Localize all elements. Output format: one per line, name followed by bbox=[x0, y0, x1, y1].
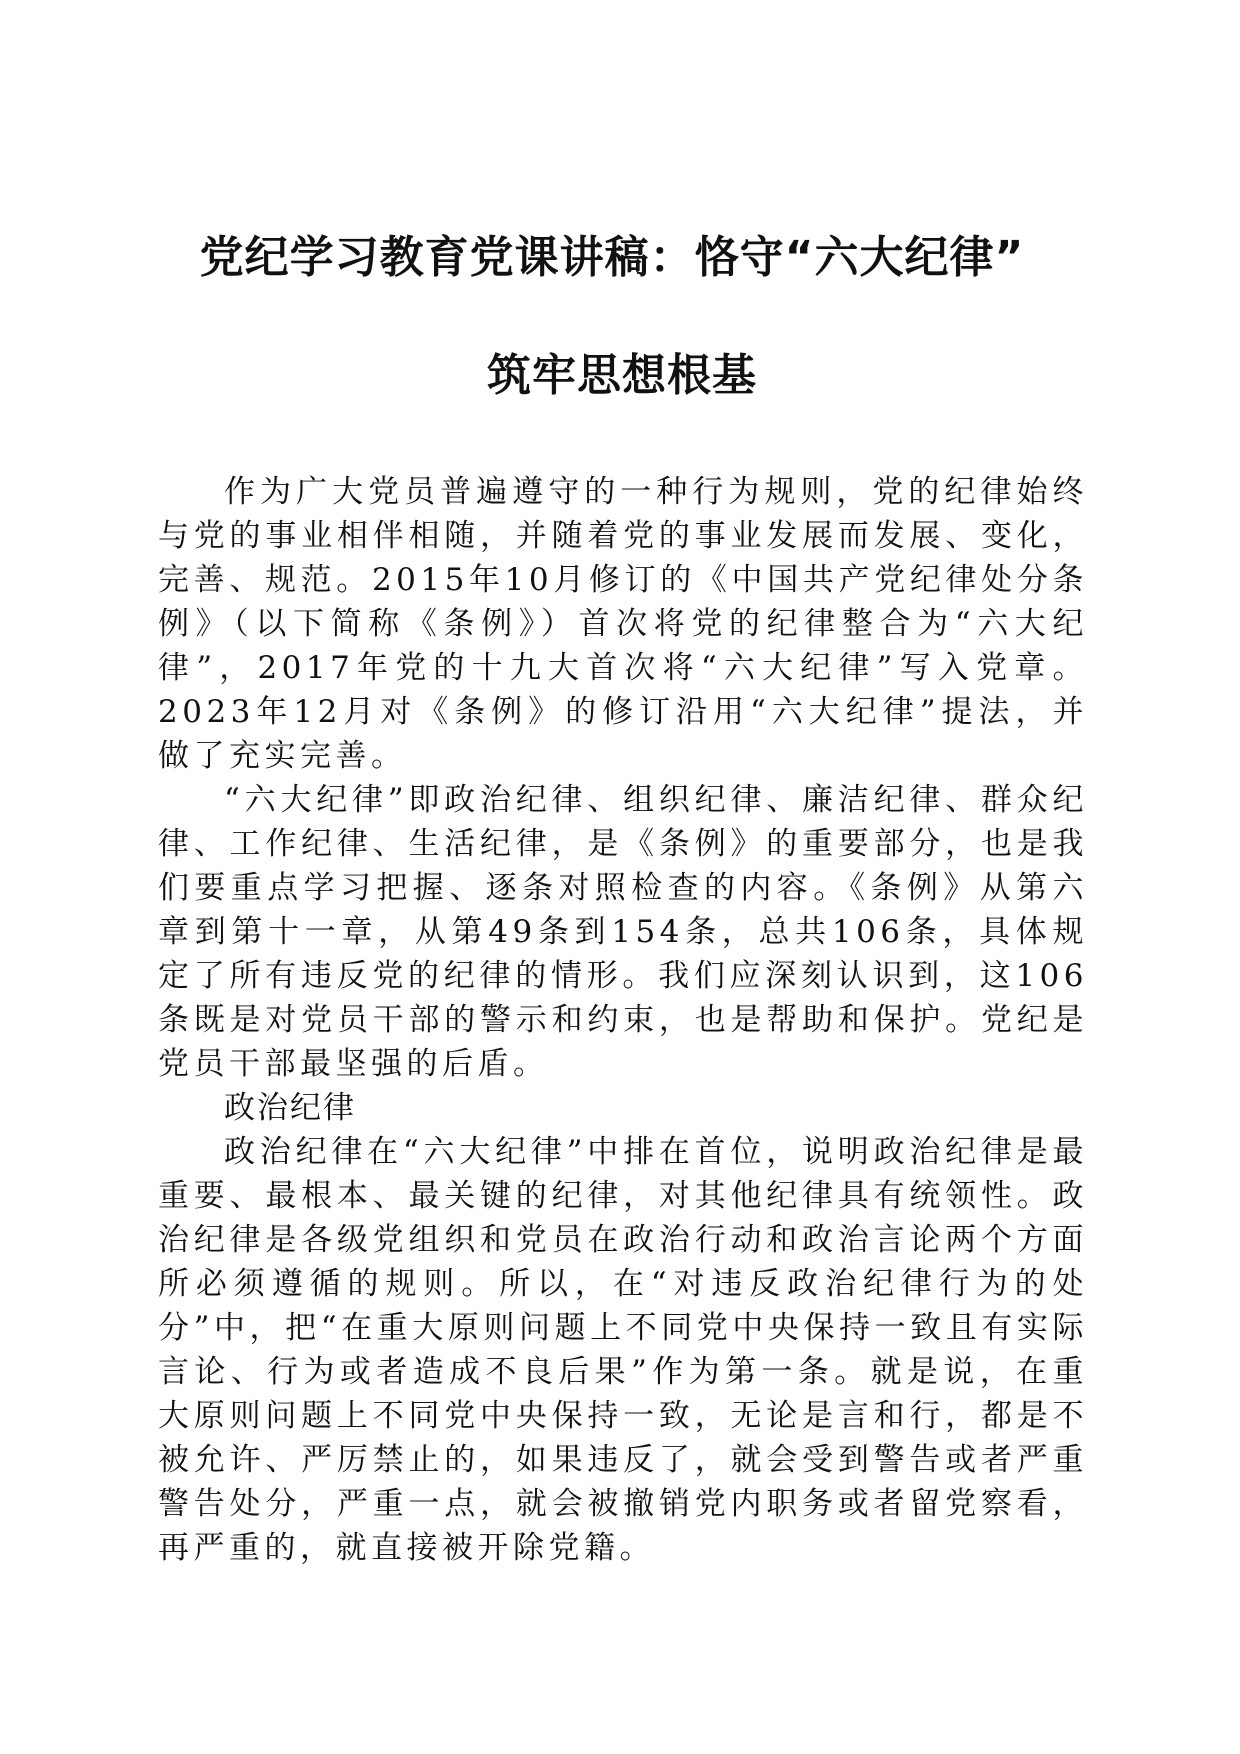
body-text bbox=[158, 470, 1088, 1570]
title-line-1: 党纪学习教育党课讲稿：恪守“六大纪律” bbox=[199, 232, 1025, 283]
title-line-2: 筑牢思想根基 bbox=[487, 350, 757, 401]
section-heading-political-discipline: 政治纪律 bbox=[224, 1090, 356, 1126]
paragraph-intro: 作为广大党员普遍遵守的一种行为规则，党的纪律始终与党的事业相伴相随，并随着党的事业发展而发展、变化，完善、规范。2015年10月修订的《中国共产党纪律处分条例》（以下简称《条例》）首次将党的纪律整合为“六大纪律”，2017年党的十九大首次将“六大纪律”写入党章。2023年12月对《条例》的修订沿用“六大纪律”提法，并做了充实完善。 bbox=[158, 474, 1088, 774]
paragraph-political-discipline: 政治纪律在“六大纪律”中排在首位，说明政治纪律是最重要、最根本、最关键的纪律，对其他纪律具有统领性。政治纪律是各级党组织和党员在政治行动和政治言论两个方面所必须遵循的规则。所以，在“对违反政治纪律行为的处分”中，把“在重大原则问题上不同党中央保持一致且有实际言论、行为或者造成不良后果”作为第一条。就是说，在重大原则问题上不同党中央保持一致，无论是言和行，都是不被允许、严厉禁止的，如果违反了，就会受到警告或者严重警告处分，严重一点，就会被撤销党内职务或者留党察看，再严重的，就直接被开除党籍。 bbox=[158, 1134, 1088, 1566]
paragraph-six-disciplines: “六大纪律”即政治纪律、组织纪律、廉洁纪律、群众纪律、工作纪律、生活纪律，是《条例》的重要部分，也是我们要重点学习把握、逐条对照检查的内容。《条例》从第六章到第十一章，从第49条到154条，总共106条，具体规定了所有违反党的纪律的情形。我们应深刻认识到，这106条既是对党员干部的警示和约束，也是帮助和保护。党纪是党员干部最坚强的后盾。 bbox=[158, 782, 1088, 1082]
